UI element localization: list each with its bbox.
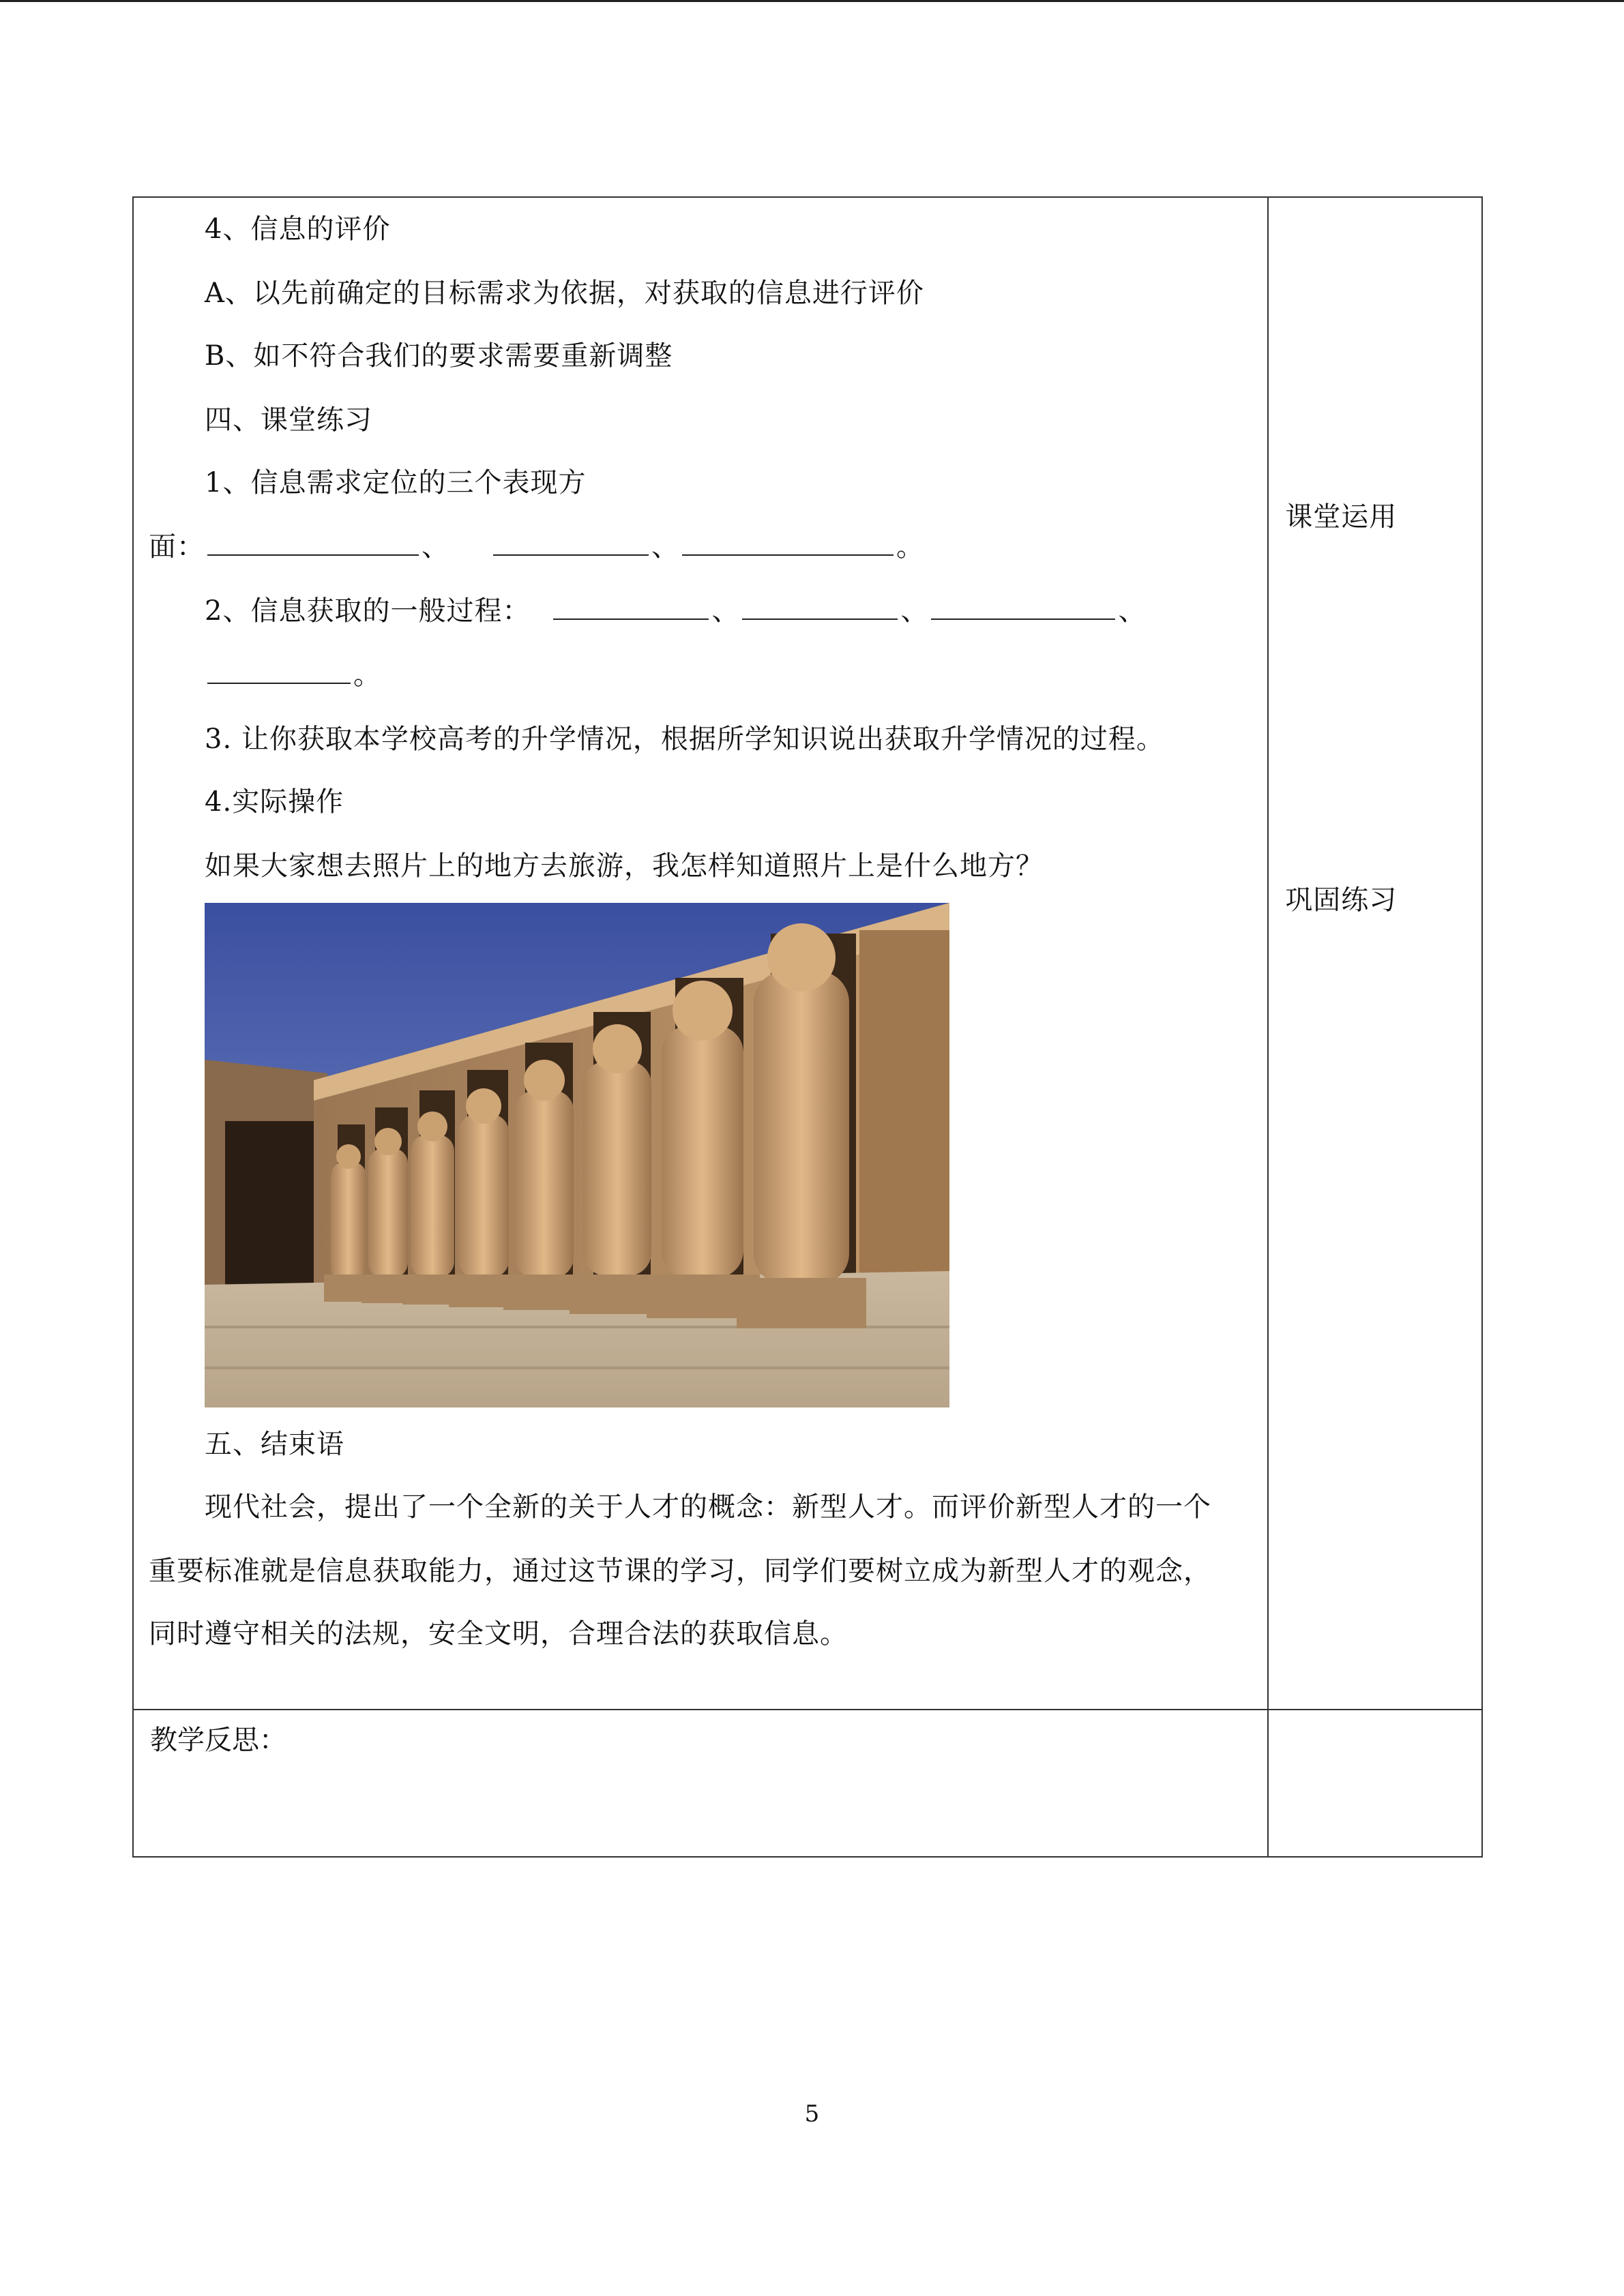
temple-statues-photo — [205, 903, 949, 1407]
side-label-classroom-application: 课堂运用 — [1285, 501, 1398, 533]
page-top-rule — [0, 0, 1624, 2]
separator: 、 — [651, 531, 679, 563]
answer-blank — [682, 530, 894, 556]
question-1-continuation: 面： — [149, 531, 205, 563]
separator: 、 — [900, 595, 929, 627]
question-2-line-2 — [205, 656, 381, 694]
answer-blank — [553, 594, 709, 620]
reflection-row — [133, 1710, 1482, 1857]
eval-item-b: B、如不符合我们的要求需要重新调整 — [205, 340, 673, 372]
end-period: 。 — [896, 531, 924, 563]
question-1-blanks — [149, 528, 924, 566]
eval-heading: 4、信息的评价 — [205, 213, 391, 245]
teaching-reflection-cell — [133, 1710, 1268, 1857]
closing-paragraph-line-3: 同时遵守相关的法规，安全文明，合理合法的获取信息。 — [149, 1618, 848, 1650]
teaching-reflection-label: 教学反思： — [150, 1725, 286, 1756]
separator: 、 — [1118, 595, 1147, 627]
end-period: 。 — [353, 659, 381, 691]
closing-paragraph-line-2: 重要标准就是信息获取能力，通过这节课的学习，同学们要树立成为新型人才的观念， — [149, 1555, 1211, 1587]
answer-blank — [742, 594, 898, 620]
side-label-consolidation-practice: 巩固练习 — [1285, 884, 1398, 916]
side-notes-cell — [1268, 197, 1482, 1710]
separator: 、 — [711, 595, 740, 627]
question-2-text: 2、信息获取的一般过程： — [205, 595, 531, 627]
answer-blank — [493, 530, 649, 556]
separator: 、 — [422, 531, 449, 563]
question-4-heading: 4.实际操作 — [205, 786, 344, 818]
lesson-plan-table — [132, 196, 1483, 1858]
page-number: 5 — [804, 2100, 820, 2128]
question-2-line — [205, 592, 1146, 630]
answer-blank — [207, 658, 351, 684]
content-row — [133, 197, 1482, 1710]
question-3-text: 3. 让你获取本学校高考的升学情况，根据所学知识说出获取升学情况的过程。 — [205, 724, 1164, 755]
answer-blank — [931, 594, 1115, 620]
reflection-side-cell — [1268, 1710, 1482, 1857]
main-content-cell — [133, 197, 1268, 1710]
question-4-prompt: 如果大家想去照片上的地方去旅游，我怎样知道照片上是什么地方？ — [205, 850, 1044, 882]
answer-blank — [207, 530, 419, 556]
eval-item-a: A、以先前确定的目标需求为依据，对获取的信息进行评价 — [205, 278, 924, 309]
closing-heading: 五、结束语 — [205, 1429, 344, 1460]
practice-heading: 四、课堂练习 — [205, 404, 372, 436]
question-1-text: 1、信息需求定位的三个表现方 — [205, 467, 587, 498]
closing-paragraph-line-1: 现代社会，提出了一个全新的关于人才的概念：新型人才。而评价新型人才的一个 — [205, 1491, 1211, 1523]
